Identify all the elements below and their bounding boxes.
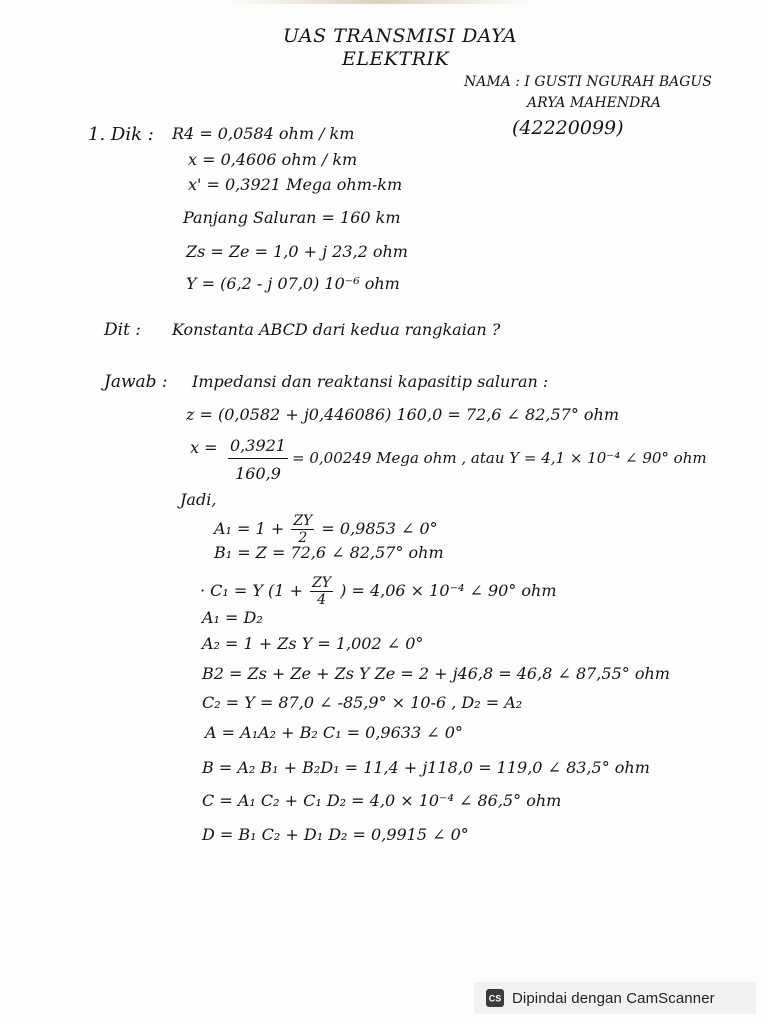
a1-fraction-denominator: 2 [298,530,308,546]
x-fraction [228,436,288,483]
a1-fraction [291,514,314,545]
camscanner-text: Dipindai dengan CamScanner [512,989,715,1007]
a1-prefix: A₁ = 1 + [214,519,285,538]
camscanner-logo-icon [486,989,504,1007]
given-capacitive-reactance: x' = 0,3921 Mega ohm-km [188,175,403,194]
dit-label: Dit : [104,320,142,340]
constant-a-equation: A = A₁A₂ + B₂ C₁ = 0,9633 ∠ 0° [205,723,463,742]
camscanner-logo-text: CS [488,993,502,1004]
student-name-line1: NAMA : I GUSTI NGURAH BAGUS [464,74,712,90]
jawab-intro: Impedansi dan reaktansi kapasitip saluran : [192,372,549,391]
jadi-label: Jadi, [180,490,217,509]
b2-equation: B2 = Zs + Ze + Zs Y Ze = 2 + j46,8 = 46,8 ∠ 87,55° ohm [202,664,670,683]
constant-b-equation: B = A₂ B₁ + B₂D₁ = 11,4 + j118,0 = 119,0 ∠ 83,5° ohm [202,758,650,777]
a1-fraction-numerator: ZY [293,513,313,529]
x-result: = 0,00249 Mega ohm , atau Y = 4,1 × 10⁻⁴ ∠ 90° ohm [292,449,707,467]
student-name-line2: ARYA MAHENDRA [527,95,661,111]
c1-fraction-numerator: ZY [312,575,332,591]
c1-prefix: · C₁ = Y (1 + [200,581,303,600]
constant-c-equation: C = A₁ C₂ + C₁ D₂ = 4,0 × 10⁻⁴ ∠ 86,5° ohm [202,791,562,810]
b1-equation: B₁ = Z = 72,6 ∠ 82,57° ohm [214,543,444,562]
camscanner-watermark [474,982,756,1014]
student-id: (42220099) [512,117,624,139]
exam-title-line2: ELEKTRIK [342,48,450,70]
c2-equation: C₂ = Y = 87,0 ∠ -85,9° × 10-6 , D₂ = A₂ [202,693,523,712]
c1-fraction [310,576,333,607]
given-reactance: x = 0,4606 ohm / km [188,150,358,169]
x-lhs: x = [190,438,218,457]
c1-equation [200,576,557,607]
given-line-length: Panjang Saluran = 160 km [183,208,401,227]
x-fraction-numerator: 0,3921 [228,436,288,459]
a2-equation: A₂ = 1 + Zs Y = 1,002 ∠ 0° [202,634,424,653]
jawab-label: Jawab : [104,372,168,392]
given-admittance: Y = (6,2 - j 07,0) 10⁻⁶ ohm [186,274,400,293]
dik-label: 1. Dik : [88,124,154,145]
c1-fraction-denominator: 4 [317,592,327,608]
c1-result: ) = 4,06 × 10⁻⁴ ∠ 90° ohm [340,581,557,600]
a1-equation [214,514,438,545]
a1-equals-d2: A₁ = D₂ [202,608,263,627]
given-resistance: R4 = 0,0584 ohm / km [172,124,355,143]
scan-edge-strip [230,0,530,4]
a1-result: = 0,9853 ∠ 0° [321,519,438,538]
constant-d-equation: D = B₁ C₂ + D₁ D₂ = 0,9915 ∠ 0° [202,825,469,844]
impedance-calculation: z = (0,0582 + j0,446086) 160,0 = 72,6 ∠ 82,57° ohm [186,405,620,424]
dit-question: Konstanta ABCD dari kedua rangkaian ? [172,320,501,339]
exam-title-line1: UAS TRANSMISI DAYA [283,25,518,47]
given-impedance: Zs = Ze = 1,0 + j 23,2 ohm [186,242,408,261]
x-fraction-denominator: 160,9 [235,464,281,483]
